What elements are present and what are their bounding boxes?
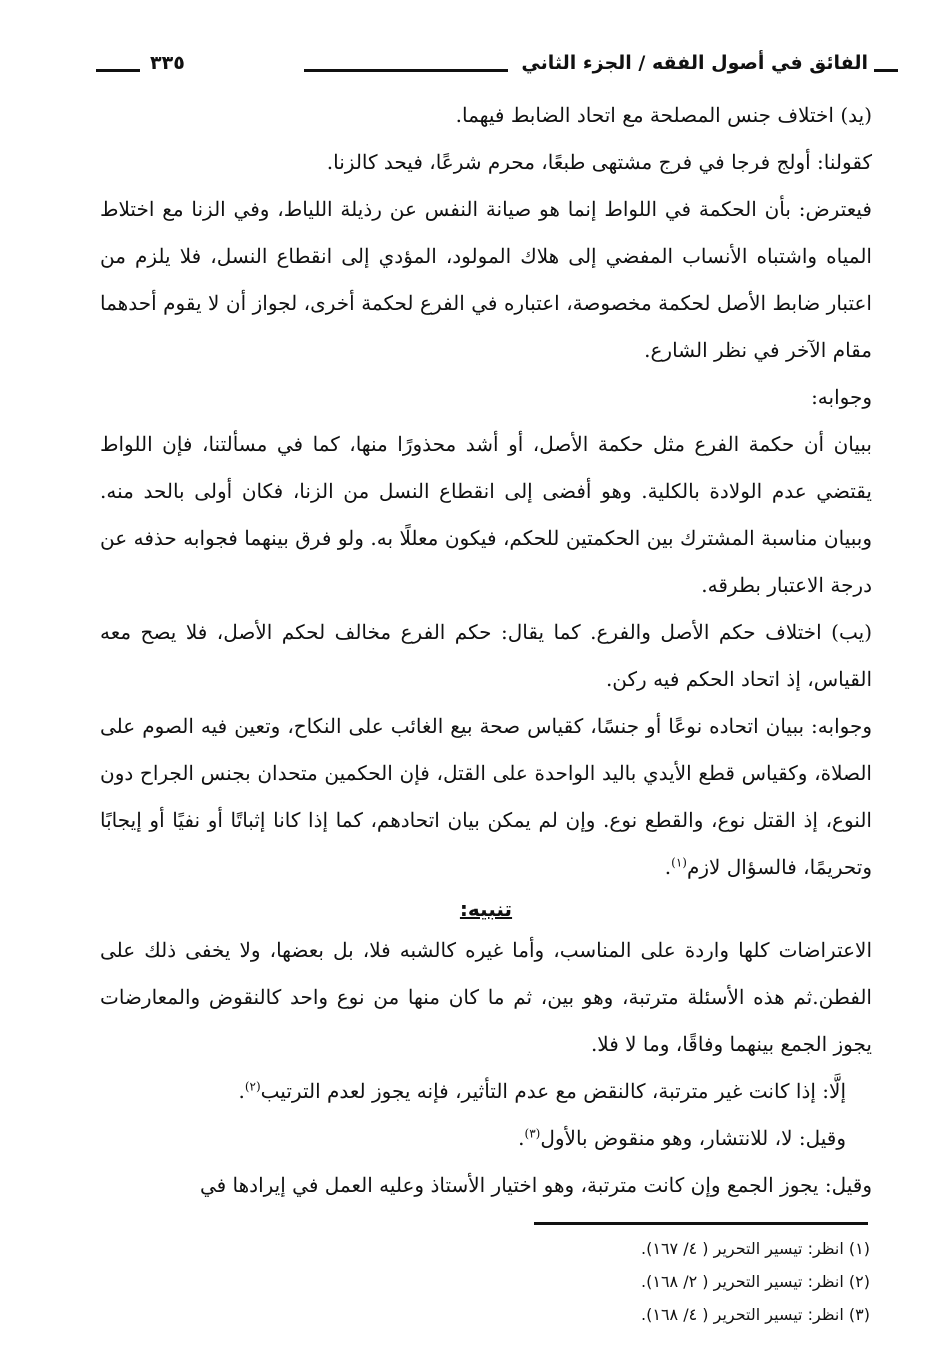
footnote-ref-3[interactable]: (٣) [524,1126,541,1141]
paragraph-yb-answer-text: وجوابه: ببيان اتحاده نوعًا أو جنسًا، كقياس صحة بيع الغائب على النكاح، وتعين فيه الصوم على الصلاة، وكقياس قطع الأيدي باليد الواحدة على القتل، فإن الحكمين متحدان بجنس الجراح دون النوع، إذ القتل نوع، والقطع نوع. وإن لم يمكن بيان اتحادهم، كما إذا كانا إثباتًا أو نفيًا أو إيجابًا وتحريمًا، فالسؤال لازم [100,714,872,879]
footnotes [470,1232,870,1331]
paragraph-opinion-1-end: . [518,1126,525,1150]
paragraph-exception-end: . [238,1079,245,1103]
paragraph-yd: (يد) اختلاف جنس المصلحة مع اتحاد الضابط فيهما. [455,103,872,127]
footnote-divider [534,1222,868,1225]
main-text [100,92,872,1209]
paragraph-answer: ببيان أن حكمة الفرع مثل حكمة الأصل، أو أشد محذورًا منها، كما في مسألتنا، فإن اللواط يقتضي عدم الولادة بالكلية. وهو أفضى إلى انقطاع النسل من الزنا، فكان أولى بالحد منه. وببيان مناسبة المشترك بين الحكمتين للحكم، فيكون معللًا به. ولو فرق بينهما فجوابه حذفه عن درجة الاعتبار بطرقه. [100,432,872,597]
paragraph-opinion-1 [100,1115,872,1162]
footnote-1: (١) انظر: تيسير التحرير ( ٤/ ١٦٧). [641,1239,870,1258]
paragraph-yb-answer [100,703,872,891]
paragraph-example: كقولنا: أولج فرجا في فرج مشتهى طبعًا، محرم شرعًا، فيحد كالزنا. [326,150,872,174]
footnote-3: (٣) انظر: تيسير التحرير ( ٤/ ١٦٨). [641,1305,870,1324]
paragraph-exception [100,1068,872,1115]
footnote-ref-1[interactable]: (١) [671,855,687,870]
paragraph-note: الاعتراضات كلها واردة على المناسب، وأما غيره كالشبه فلا، بل بعضها، ولا يخفى ذلك على الفطن.ثم هذه الأسئلة مترتبة، وهو بين، ثم ما كان منها من نوع واحد كالنقوض والمعارضات يجوز الجمع بينهما وفاقًا، وما لا فلا. [100,938,872,1056]
paragraph-exception-text: إلَّا: إذا كانت غير مترتبة، كالنقض مع عدم التأثير، فإنه يجوز لعدم الترتيب [260,1079,846,1103]
header-rule-right [874,69,898,72]
header-rule-middle [304,69,508,72]
header-rule-left [96,69,140,72]
paragraph-answer-label: وجوابه: [811,385,872,409]
paragraph-objection: فيعترض: بأن الحكمة في اللواط إنما هو صيانة النفس عن رذيلة اللياط، وفي الزنا مع اختلاط المياه واشتباه الأنساب المفضي إلى هلاك المولود، المؤدي إلى انقطاع النسل، فلا يلزم من اعتبار ضابط الأصل لحكمة مخصوصة، اعتباره في الفرع لحكمة أخرى، لجواز أن لا يقوم أحدهما مقام الآخر في نظر الشارع. [100,197,872,362]
page-number: ٣٣٥ [150,52,185,74]
paragraph-yb: (يب) اختلاف حكم الأصل والفرع. كما يقال: حكم الفرع مخالف لحكم الأصل، فلا يصح معه القياس، إذ اتحاد الحكم فيه ركن. [100,620,872,691]
running-title: الفائق في أصول الفقه / الجزء الثاني [521,52,868,74]
paragraph-opinion-2: وقيل: يجوز الجمع وإن كانت مترتبة، وهو اختيار الأستاذ وعليه العمل في إيرادها في [199,1173,872,1197]
section-heading: تنبيه: [459,897,513,921]
paragraph-opinion-1-text: وقيل: لا، للانتشار، وهو منقوض بالأول [540,1126,846,1150]
running-header [96,52,868,88]
footnote-2: (٢) انظر: تيسير التحرير ( ٢/ ١٦٨). [641,1272,870,1291]
paragraph-yb-answer-end: . [664,855,672,879]
footnote-ref-2[interactable]: (٢) [244,1079,261,1094]
